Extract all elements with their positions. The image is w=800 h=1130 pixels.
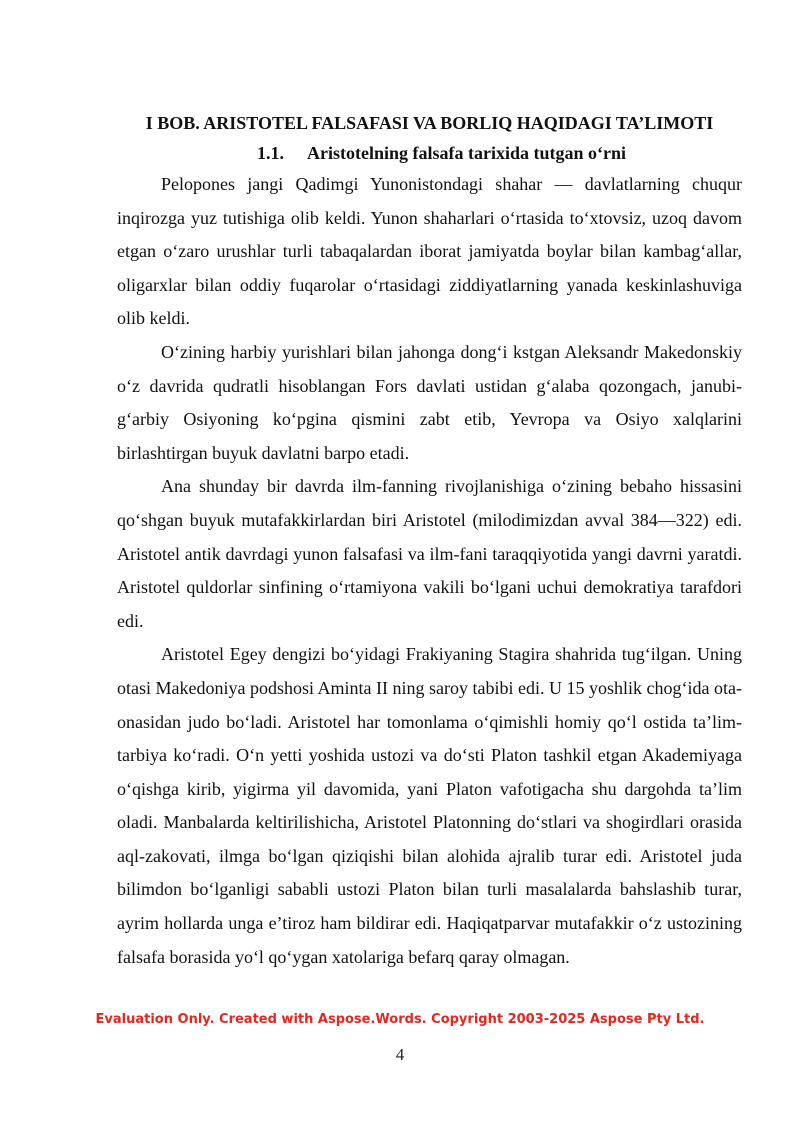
- page-number: 4: [395, 1045, 405, 1064]
- paragraph-4: Aristotel Egey dengizi bo‘yidagi Frakiyaning Stagira shahrida tug‘ilgan. Uning otasi Makedoniya podshosi Aminta II ning saroy tabibi edi. U 15 yoshlik chog‘ida ota-onasidan judo bo‘ladi. Aristotel har tomonlama o‘qimishli homiy qo‘l ostida ta’lim-tarbiya ko‘radi. O‘n yetti yoshida ustozi va do‘sti Platon tashkil etgan Akademiyaga o‘qishga kirib, yigirma yil davomida, yani Platon vafotigacha shu dargohda ta’lim oladi. Manbalarda keltirilishicha, Aristotel Platonning do‘stlari va shogirdlari orasida aql-zakovati, ilmga bo‘lgan qiziqishi bilan alohida ajralib turar edi. Aristotel juda bilimdon bo‘lganligi sababli ustozi Platon bilan turli masalalarda bahslashib turar, ayrim hollarda unga e’tiroz ham bildirar edi. Haqiqatparvar mutafakkir o‘z ustozining falsafa borasida yo‘l qo‘ygan xatolariga befarq qaray olmagan.: [117, 644, 742, 967]
- section-heading: [117, 138, 742, 168]
- section-title: Aristotelning falsafa tarixida tutgan o‘rni: [307, 143, 626, 163]
- evaluation-watermark: Evaluation Only. Created with Aspose.Words. Copyright 2003-2025 Aspose Pty Ltd.: [95, 1012, 705, 1027]
- chapter-title: I BOB. ARISTOTEL FALSAFASI VA BORLIQ HAQIDAGI TA’LIMOTI: [145, 113, 714, 133]
- section-number: 1.1.: [257, 143, 284, 163]
- page-content: [117, 108, 742, 974]
- paragraph-2: O‘zining harbiy yurishlari bilan jahonga dong‘i kstgan Aleksandr Makedonskiy o‘z davrida qudratli hisoblangan Fors davlati ustidan g‘alaba qozongach, janubi-g‘arbiy Osiyoning ko‘pgina qismini zabt etib, Yevropa va Osiyo xalqlarini birlashtirgan buyuk davlatni barpo etadi.: [117, 341, 742, 463]
- paragraph-1: Pelopones jangi Qadimgi Yunonistondagi shahar — davlatlarning chuqur inqirozga yuz tutishiga olib keldi. Yunon shaharlari o‘rtasida to‘xtovsiz, uzoq davom etgan o‘zaro urushlar turli tabaqalardan iborat jamiyatda boylar bilan kambag‘allar, oligarxlar bilan oddiy fuqarolar o‘rtasidagi ziddiyatlarning yanada keskinlashuviga olib keldi.: [117, 174, 742, 329]
- paragraph-3: Ana shunday bir davrda ilm-fanning rivojlanishiga o‘zining bebaho hissasini qo‘shgan buyuk mutafakkirlardan biri Aristotel (milodimizdan avval 384—322) edi. Aristotel antik davrdagi yunon falsafasi va ilm-fani taraqqiyotida yangi davrni yaratdi. Aristotel quldorlar sinfining o‘rtamiyona vakili bo‘lgani uchui demokratiya tarafdori edi.: [117, 476, 742, 631]
